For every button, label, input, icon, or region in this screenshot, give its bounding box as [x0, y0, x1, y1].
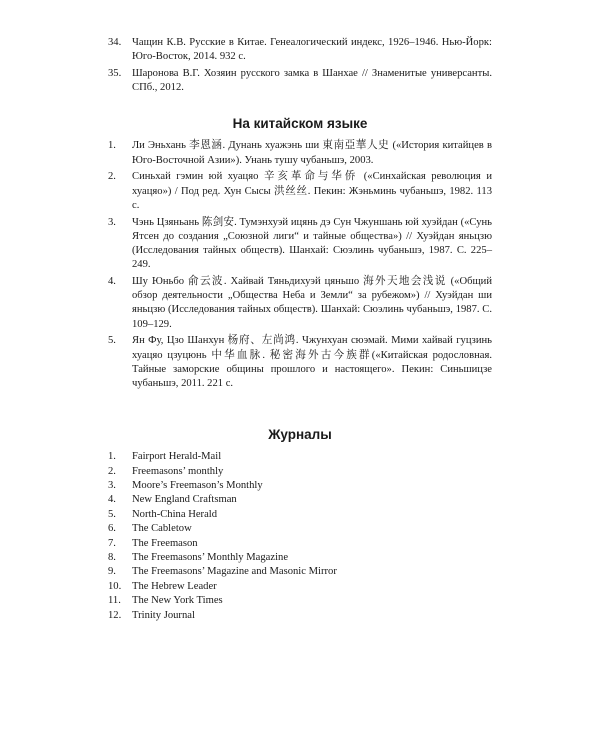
journal-number: 6.: [108, 523, 116, 535]
journal-number: 7.: [108, 537, 116, 549]
journal-number: 4.: [108, 494, 116, 506]
reference-text: Синьхай гэмин юй хуацяо 辛亥革命与华侨 («Синхайская революция и хуацяо») / Под ред. Хун Сысы 洪丝丝. Пекин: Жэньминь чубаньшэ, 1982. 113 с.: [132, 171, 492, 211]
reference-item: [108, 216, 492, 273]
journal-item: [108, 493, 492, 507]
journal-number: 3.: [108, 480, 116, 492]
journal-item: [108, 551, 492, 565]
journal-number: 11.: [108, 595, 121, 607]
journal-title: Fairport Herald-Mail: [132, 451, 222, 463]
reference-number: 4.: [108, 276, 116, 288]
journal-number: 1.: [108, 451, 116, 463]
journal-item: [108, 565, 492, 579]
journal-item: [108, 450, 492, 464]
journal-number: 8.: [108, 551, 116, 563]
journal-title: The New York Times: [132, 595, 223, 607]
journal-item: [108, 609, 492, 623]
journal-item: [108, 594, 492, 608]
journal-number: 9.: [108, 566, 116, 578]
reference-item: [108, 139, 492, 167]
reference-text: Шу Юньбо 俞云波. Хайвай Тяньдихуэй цяньшо 海外天地会浅说 («Общий обзор деятельности „Общества Неба и Земли“ за рубежом») // Хуэйдан ши яньцзю (Исследования тайных обществ). Шанхай: Сюэлинь чубаньшэ, 1987. С. 109–129.: [132, 276, 492, 330]
journal-number: 12.: [108, 609, 122, 621]
journal-title: Moore’s Freemason’s Monthly: [132, 480, 263, 492]
journal-title: Trinity Journal: [132, 609, 195, 621]
section-heading-chinese: На китайском языке: [232, 116, 368, 132]
reference-number: 35.: [108, 68, 122, 79]
bibliography-page: [108, 36, 492, 623]
journal-title: The Cabletow: [132, 523, 192, 535]
reference-item: [108, 67, 492, 95]
reference-text: Чэнь Цзяньань 陈剑安. Тумэнхуэй ицянь дэ Сун Чжуншань юй хуэйдан («Сунь Ятсен до создания „Союзной лиги“ и тайные общества») // Хуэйдан яньцзю (Исследования тайных обществ). Шанхай: Сюэлинь чубаньшэ, 1987. С. 225–249.: [132, 216, 492, 271]
reference-item: [108, 334, 492, 391]
journal-number: 5.: [108, 508, 116, 520]
journal-item: [108, 508, 492, 522]
journal-list: [108, 450, 492, 622]
reference-list-chinese: [108, 139, 492, 391]
reference-item: [108, 36, 492, 64]
journal-title: Freemasons’ monthly: [132, 465, 224, 477]
reference-list-russian: [108, 36, 492, 95]
journal-number: 10.: [108, 580, 122, 592]
reference-text: Ли Эньхань 李恩涵. Дунань хуажэнь ши 東南亞華人史 («История китайцев в Юго-Восточной Азии»). Унань тушу чубаньшэ, 2003.: [132, 140, 492, 166]
reference-number: 3.: [108, 216, 116, 228]
journal-item: [108, 465, 492, 479]
reference-number: 5.: [108, 335, 116, 347]
journal-item: [108, 522, 492, 536]
journal-title: The Freemasons’ Magazine and Masonic Mirror: [132, 566, 337, 578]
reference-number: 34.: [108, 37, 122, 48]
journal-number: 2.: [108, 465, 116, 477]
reference-item: [108, 275, 492, 332]
reference-number: 2.: [108, 171, 116, 183]
section-heading-journals: Журналы: [268, 427, 332, 443]
journal-item: [108, 479, 492, 493]
journal-title: The Hebrew Leader: [132, 580, 217, 592]
reference-text: Шаронова В.Г. Хозяин русского замка в Шанхае // Знаменитые универсанты. СПб., 2012.: [132, 68, 492, 94]
reference-text: Чащин К.В. Русские в Китае. Генеалогический индекс, 1926–1946. Нью-Йорк: Юго-Восток, 2014. 932 с.: [132, 37, 492, 63]
journal-title: New England Craftsman: [132, 494, 237, 506]
journal-item: [108, 537, 492, 551]
journal-item: [108, 580, 492, 594]
journal-title: The Freemasons’ Monthly Magazine: [132, 551, 289, 563]
reference-item: [108, 170, 492, 213]
journal-title: North-China Herald: [132, 508, 218, 520]
reference-text: Ян Фу, Цзо Шанхун 杨府、左尚鸿. Чжунхуан сюэмай. Мими хайвай гуцзинь хуацяо цзуцюнь 中华血脉. 秘密海外古今族群(«Китайская родословная. Тайные заморские общины прошлого и настоящего». Пекин: Синьшицзе чубаньшэ, 2011. 221 с.: [132, 335, 492, 390]
journal-title: The Freemason: [132, 537, 198, 549]
reference-number: 1.: [108, 140, 116, 152]
